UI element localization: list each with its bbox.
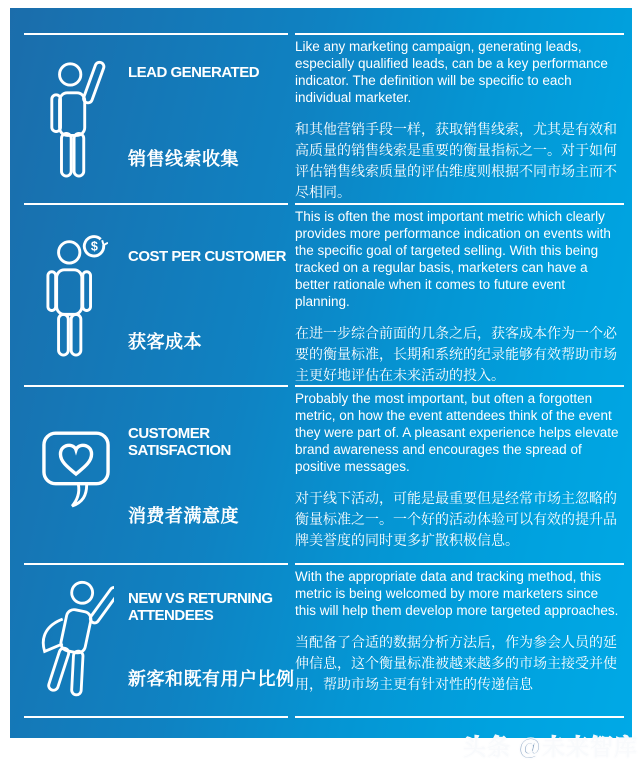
section-title-en: LEAD GENERATED: [128, 64, 260, 81]
section-title-zh: 获客成本: [128, 332, 202, 352]
section-title-en: COST PER CUSTOMER: [128, 248, 286, 265]
section-body-zh: 和其他营销手段一样，获取销售线索，尤其是有效和高质量的销售线索是重要的衡量指标之一。对于如何评估销售线索质量的评估维度则根据不同市场主而不尽相同。: [295, 121, 617, 200]
section-body-zh: 对于线下活动，可能是最重要但是经常市场主忽略的衡量标准之一。一个好的活动体验可以有效的提升品牌美誉度的同时更多扩散积极信息。: [295, 490, 617, 548]
person-raised-hand-icon: [24, 33, 128, 203]
toutiao-watermark: 头条 @未来智库: [463, 734, 638, 760]
section-body-en: Probably the most important, but often a forgotten metric, on how the event attendees think of the event they were part of. A pleasant experience helps elevate brand awareness and encourages the spread of positive messages.: [295, 391, 619, 474]
section-body-zh: 当配备了合适的数据分析方法后，作为参会人员的延伸信息，这个衡量标准被越来越多的市场主接受并使用，帮助市场主更有针对性的传递信息: [295, 634, 617, 692]
section-divider: [24, 716, 624, 718]
section-title-en: CUSTOMER SATISFACTION: [128, 425, 231, 459]
section-title-zh: 消费者满意度: [128, 506, 239, 526]
section-body-en: With the appropriate data and tracking method, this metric is being welcomed by more marketers since this will help them develop more targeted approaches.: [295, 569, 619, 618]
section-new-vs-returning: [10, 563, 632, 716]
section-body-en: Like any marketing campaign, generating leads, especially qualified leads, can be a key performance indicator. The definition will be specific to each individual marketer.: [295, 39, 608, 105]
person-jumping-cape-icon: [24, 563, 128, 716]
svg-text:$: $: [90, 238, 98, 253]
person-dollar-icon: [24, 203, 128, 386]
blue-gradient-panel: [10, 8, 632, 738]
section-title-zh: 新客和既有用户比例: [128, 669, 295, 689]
section-title-en: NEW VS RETURNING ATTENDEES: [128, 590, 273, 624]
section-body-en: This is often the most important metric which clearly provides more performance indication on events with the specific goal of targeted selling. With this being tracked on a regular basis, marketers can have a better rationale when it comes to future event planning.: [295, 209, 611, 309]
section-lead-generated: [10, 33, 632, 203]
speech-bubble-heart-icon: [24, 385, 128, 563]
section-customer-satisfaction: [10, 385, 632, 563]
section-title-zh: 销售线索收集: [128, 149, 239, 169]
section-body-zh: 在进一步综合前面的几条之后，获客成本作为一个必要的衡量标准，长期和系统的纪录能够有效帮助市场主更好地评估在未来活动的投入。: [295, 325, 617, 383]
section-cost-per-customer: [10, 203, 632, 385]
